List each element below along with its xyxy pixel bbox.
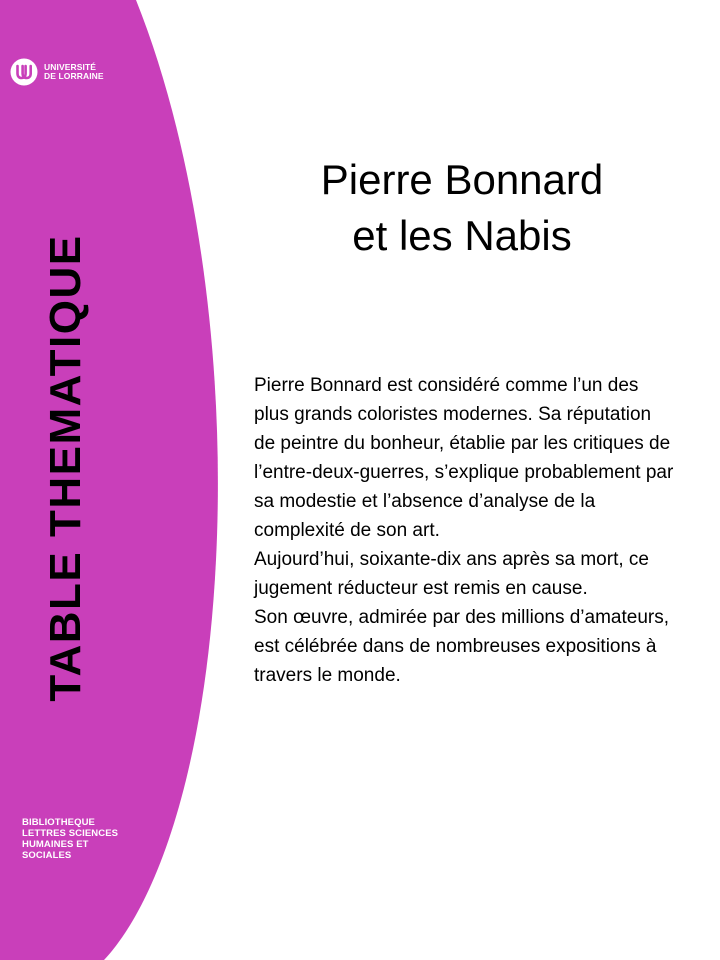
university-logo-icon: [10, 58, 38, 86]
library-name-line-2: LETTRES SCIENCES: [22, 828, 119, 839]
magenta-curved-panel: [0, 0, 218, 960]
page-title-line-2: et les Nabis: [352, 212, 572, 259]
university-name: [44, 63, 104, 81]
description-paragraph-1: Pierre Bonnard est considéré comme l’un des plus grands coloristes modernes. Sa réputation de peintre du bonheur, établie par les critiques de l’entre-deux-guerres, s’explique probablement par sa modestie et l’absence d’analyse de la complexité de son art.: [254, 375, 674, 541]
description-text: [254, 371, 674, 690]
library-name-line-4: SOCIALES: [22, 850, 72, 861]
sidebar-background: [0, 0, 220, 960]
library-name-line-3: HUMAINES ET: [22, 839, 89, 850]
library-name: [22, 817, 118, 861]
page-title: [272, 152, 652, 264]
vertical-section-title: TABLE THEMATIQUE: [41, 234, 90, 702]
university-logo: [10, 58, 104, 86]
description-paragraph-2: Aujourd’hui, soixante-dix ans après sa mort, ce jugement réducteur est remis en cause.: [254, 549, 649, 599]
university-name-line-2: DE LORRAINE: [44, 71, 104, 81]
description-paragraph-3: Son œuvre, admirée par des millions d’amateurs, est célébrée dans de nombreuses expositions à travers le monde.: [254, 607, 670, 686]
library-name-line-1: BIBLIOTHEQUE: [22, 817, 95, 828]
university-name-line-1: UNIVERSITÉ: [44, 62, 97, 72]
page-title-line-1: Pierre Bonnard: [320, 156, 604, 203]
